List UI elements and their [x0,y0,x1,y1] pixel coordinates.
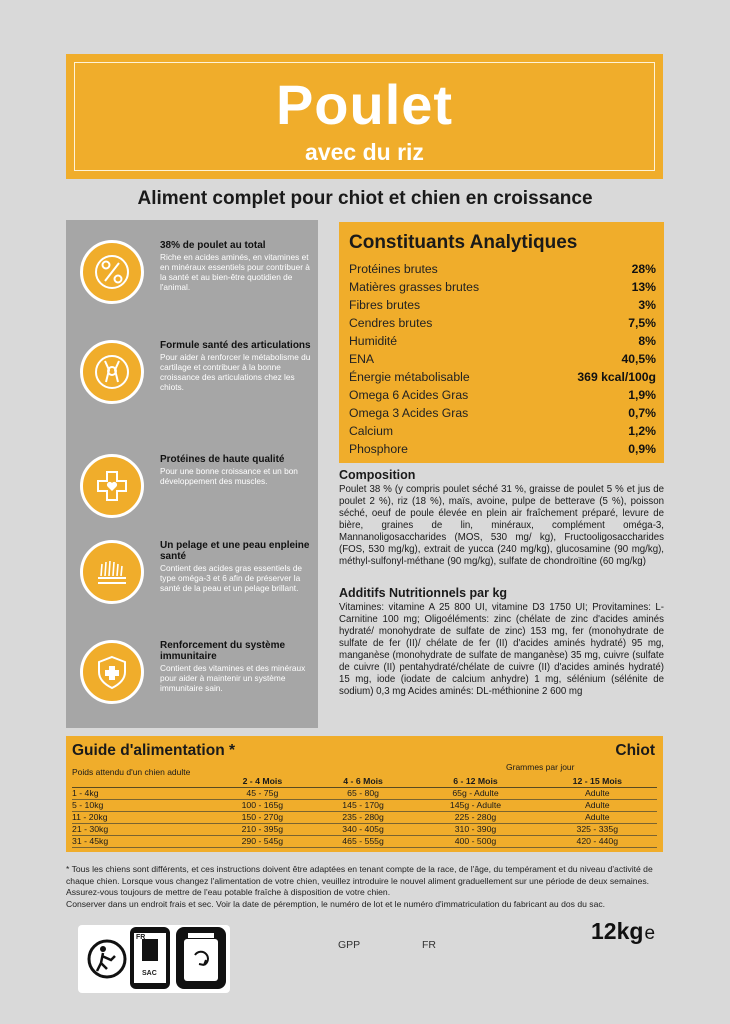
guide-col-header [72,776,212,788]
benefit-desc: Riche en acides aminés, en vitamines et en minéraux essentiels pour contribuer à la santé et au bien-être quotidien de l'animal. [160,252,310,292]
analytics-row [349,422,656,440]
additives-section [339,586,664,698]
analytics-row [349,350,656,368]
recycle-fr-text: FR [136,934,146,941]
analytics-label: Omega 3 Acides Gras [349,406,469,420]
analytics-value: 8% [638,334,656,348]
benefit-desc: Pour aider à renforcer le métabolisme du cartilage et contribuer à la bonne croissance des articulations chez les chiots. [160,352,311,392]
recycle-sac-text: SAC [142,970,157,977]
guide-cell: 420 - 440g [538,836,657,848]
analytics-label: Fibres brutes [349,298,421,312]
percent-icon [80,240,144,304]
guide-cell: 100 - 165g [212,800,313,812]
analytics-row [349,296,656,314]
guide-cell: 210 - 395g [212,824,313,836]
composition-section [339,468,664,568]
footnote [66,864,676,910]
guide-cell: 45 - 75g [212,788,313,800]
analytics-label: Cendres brutes [349,316,433,330]
analytics-row [349,404,656,422]
benefit-title: Formule santé des articulations [160,340,311,351]
analytics-label: ENA [349,352,375,366]
table-row [72,836,657,848]
analytics-value: 369 kcal/100g [577,370,656,384]
analytics-label: Humidité [349,334,398,348]
analytics-label: Calcium [349,424,394,438]
table-row [72,788,657,800]
shield-icon [80,640,144,704]
footnote-storage: Conserver dans un endroit frais et sec. Voir la date de péremption, le numéro de lot et le numéro d'immatriculation du fabricant au dos du sac. [66,898,606,909]
analytics-value: 1,9% [628,388,656,402]
benefit-title: Renforcement du système immunitaire [160,640,286,662]
analytics-label: Omega 6 Acides Gras [349,388,469,402]
guide-cell: 150 - 270g [212,812,313,824]
guide-cell: 21 - 30kg [72,824,212,836]
analytics-label: Protéines brutes [349,262,438,276]
guide-cell: 400 - 500g [413,836,537,848]
analytics-row [349,386,656,404]
guide-weight-label: Poids attendu d'un chien adulte [72,767,191,777]
guide-cell: 310 - 390g [413,824,537,836]
estimated-sign: e [644,923,656,944]
analytics-title: Constituants Analytiques [349,232,578,253]
country-code: FR [422,939,436,951]
net-weight [591,918,655,945]
skin-coat-icon [80,540,144,604]
guide-cell: 1 - 4kg [72,788,212,800]
header-banner [66,54,663,179]
guide-grams-label: Grammes par jour [506,762,575,772]
guide-cell: 145 - 170g [313,800,414,812]
table-row [72,800,657,812]
analytics-value: 40,5% [621,352,656,366]
guide-cell: 31 - 45kg [72,836,212,848]
guide-table [72,776,657,848]
analytics-value: 0,7% [628,406,656,420]
analytics-row [349,314,656,332]
guide-cell: 225 - 280g [413,812,537,824]
analytics-value: 7,5% [628,316,656,330]
analytics-panel [339,222,664,463]
additives-title: Additifs Nutritionnels par kg [339,586,508,600]
guide-cell: 325 - 335g [538,824,657,836]
guide-cell: 340 - 405g [313,824,414,836]
guide-title: Guide d'alimentation * [72,742,236,759]
guide-col-header: 6 - 12 Mois [413,776,537,788]
benefit-desc: Pour une bonne croissance et un bon développement des muscles. [160,466,298,486]
benefit-desc: Contient des acides gras essentiels de type oméga-3 et 6 afin de préserver la santé de la peau et un pelage brillant. [160,563,303,593]
guide-header-row [72,776,657,788]
cross-heart-icon [80,454,144,518]
analytics-label: Matières grasses brutes [349,280,480,294]
guide-cell: 290 - 545g [212,836,313,848]
guide-cell: Adulte [538,788,657,800]
guide-cell: 65 - 80g [313,788,414,800]
guide-cell: 65g - Adulte [413,788,537,800]
guide-cell: 465 - 555g [313,836,414,848]
analytics-row [349,260,656,278]
analytics-row [349,278,656,296]
table-row [72,824,657,836]
analytics-value: 1,2% [628,424,656,438]
analytics-value: 28% [631,262,656,276]
analytics-row [349,368,656,386]
guide-cell: 235 - 280g [313,812,414,824]
guide-col-header: 4 - 6 Mois [313,776,414,788]
product-title: Poulet [275,73,454,136]
benefits-panel [66,220,318,728]
guide-col-header: 2 - 4 Mois [212,776,313,788]
additives-text: Vitamines: vitamine A 25 800 UI, vitamine D3 1750 UI; Provitamines: L-Carnitine 100 mg; Oligoéléments: zinc (chélate de zinc d'acides aminés hydraté/ monohydrate de sulfate de zinc) 153 mg, fer (monohydrate de sulfate de fer (II)/ chélate de fer (II) d'acides aminés hydraté) 95 mg, manganèse (monohydrate de sulfate de manganèse) 35 mg, cuivre (sulfate de cuivre (II) pentahydraté/chélate de cuivre (II) d'acides aminés hydraté) 15 mg, iode (iodate de calcium anhydre) 1 mg, sélénium (sélénite de sodium) 0,3 mg Acides aminés: DL-méthionine 2 600 mg [339,602,664,697]
benefit-title: Un pelage et une peau enpleine santé [160,540,310,562]
feeding-guide [66,736,663,852]
analytics-label: Phosphore [349,442,408,456]
analytics-label: Énergie métabolisable [349,370,470,384]
table-row [72,812,657,824]
guide-cell: 11 - 20kg [72,812,212,824]
analytics-value: 0,9% [628,442,656,456]
analytics-value: 3% [638,298,656,312]
guide-life-stage: Chiot [615,742,655,759]
composition-title: Composition [339,468,416,482]
header-frame [74,62,655,171]
analytics-row [349,332,656,350]
joint-icon [80,340,144,404]
product-tagline: Aliment complet pour chiot et chien en croissance [137,188,593,209]
benefit-title: 38% de poulet au total [160,240,266,251]
analytics-value: 13% [631,280,656,294]
composition-text: Poulet 38 % (y compris poulet séché 31 %, graisse de poulet 5 % et jus de poulet 2 %), riz (18 %), maïs, avoine, pulpe de betterave (5 %), poisson séché, oeuf de poule élevée en plein air fraîchement préparé, levure de bière, graines de lin, minéraux, complément oméga-3, Mannanoligosaccharides (MOS, 530 mg/ kg), Fructooligosaccharides (FOS, 530 mg/kg), extrait de yucca (240 mg/kg), glucosamine (90 mg/kg), méthyl-sulfonyl-méthane (90 mg/kg), sulfate de chondroïtine (60 mg/kg) [339,484,664,567]
weight-value: 12kg [591,918,644,944]
footnote-feeding: * Tous les chiens sont différents, et ces instructions doivent être adaptées en tenant compte de la race, de l'âge, du tempérament et du niveau d'activité de chaque chien. Lorsque vous changez l'alimentation de votre chien, veuillez introduire le nouvel aliment graduellement sur une période de deux semaines. Assurez-vous toujours de mettre de l'eau potable fraîche à disposition de votre chien. [66,864,653,897]
recycling-icons [78,925,230,993]
analytics-row [349,440,656,458]
guide-col-header: 12 - 15 Mois [538,776,657,788]
product-subtitle: avec du riz [305,139,424,165]
benefit-desc: Contient des vitamines et des minéraux pour aider à maintenir un système immunitaire sain. [160,663,306,693]
guide-cell: Adulte [538,812,657,824]
guide-cell: 145g - Adulte [413,800,537,812]
guide-cell: Adulte [538,800,657,812]
guide-cell: 5 - 10kg [72,800,212,812]
benefit-title: Protéines de haute qualité [160,454,285,465]
recycling-label [78,925,230,993]
gpp-code: GPP [338,939,361,951]
